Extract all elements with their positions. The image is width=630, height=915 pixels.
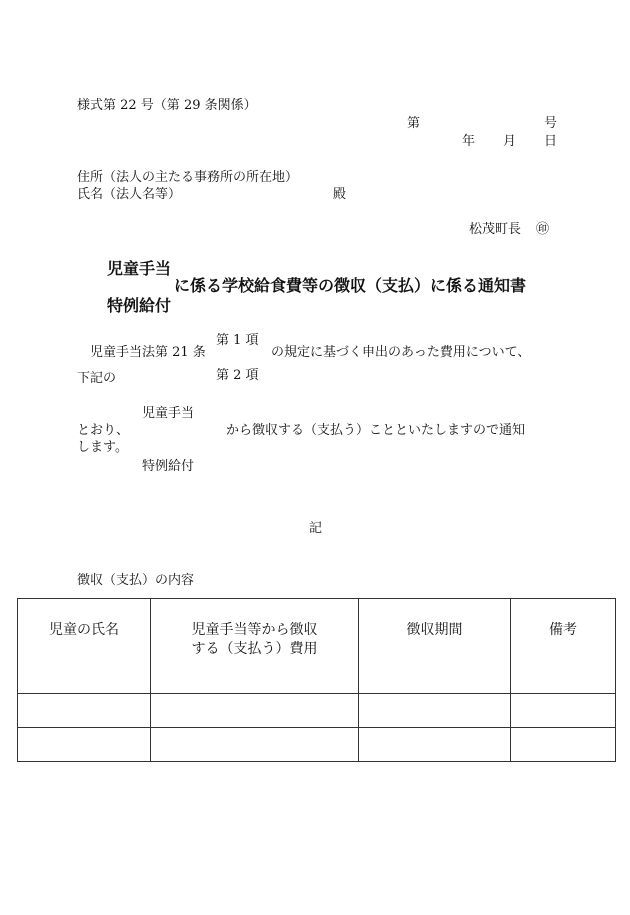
header-remarks: 備考 [511, 599, 616, 694]
cell-period[interactable] [359, 728, 511, 762]
header-child-name: 児童の氏名 [18, 599, 151, 694]
body-line-3: から徴収する（支払う）ことといたしますので通知 [226, 423, 526, 438]
body-line-2-start: 下記の [77, 371, 117, 386]
document-title: に係る学校給食費等の徴収（支払）に係る通知書 [174, 276, 527, 295]
header-cost [151, 599, 359, 694]
seal-mark: ㊞ [536, 222, 550, 237]
cell-cost[interactable] [151, 694, 359, 728]
table-row [18, 728, 616, 762]
header-period: 徴収期間 [359, 599, 511, 694]
cell-remarks[interactable] [511, 728, 616, 762]
title-option-special-benefit: 特例給付 [107, 296, 172, 315]
cell-cost[interactable] [151, 728, 359, 762]
document-number-suffix: 号 [544, 116, 558, 131]
header-cost-line-2: する（支払う）費用 [191, 641, 318, 657]
cell-child-name[interactable] [18, 728, 151, 762]
table-header-row [18, 599, 616, 694]
body-line-4: します。 [77, 440, 128, 455]
collection-table [17, 598, 616, 762]
body-line-1: の規定に基づく申出のあった費用について、 [271, 345, 531, 360]
notes-heading: 記 [309, 521, 323, 536]
clause-option-1: 第 1 項 [216, 333, 259, 348]
name-label: 氏名（法人名等） [77, 187, 182, 202]
title-option-child-allowance: 児童手当 [107, 259, 172, 278]
source-option-child-allowance: 児童手当 [142, 406, 195, 421]
source-option-special-benefit: 特例給付 [142, 459, 195, 474]
honorific: 殿 [333, 187, 347, 202]
table-row [18, 694, 616, 728]
table-caption: 徴収（支払）の内容 [77, 573, 195, 588]
clause-option-2: 第 2 項 [216, 368, 259, 383]
address-label: 住所（法人の主たる事務所の所在地） [77, 170, 299, 185]
cell-child-name[interactable] [18, 694, 151, 728]
date-day: 日 [544, 134, 558, 149]
form-number: 様式第 22 号（第 29 条関係） [77, 98, 257, 113]
cell-period[interactable] [359, 694, 511, 728]
body-line-3-start: とおり、 [77, 423, 130, 438]
header-cost-line-1: 児童手当等から徴収 [191, 622, 318, 638]
document-number-prefix: 第 [407, 116, 421, 131]
mayor-title: 松茂町長 [469, 222, 522, 237]
cell-remarks[interactable] [511, 694, 616, 728]
date-month: 月 [503, 134, 517, 149]
law-reference: 児童手当法第 21 条 [90, 345, 206, 360]
date-year: 年 [462, 134, 476, 149]
